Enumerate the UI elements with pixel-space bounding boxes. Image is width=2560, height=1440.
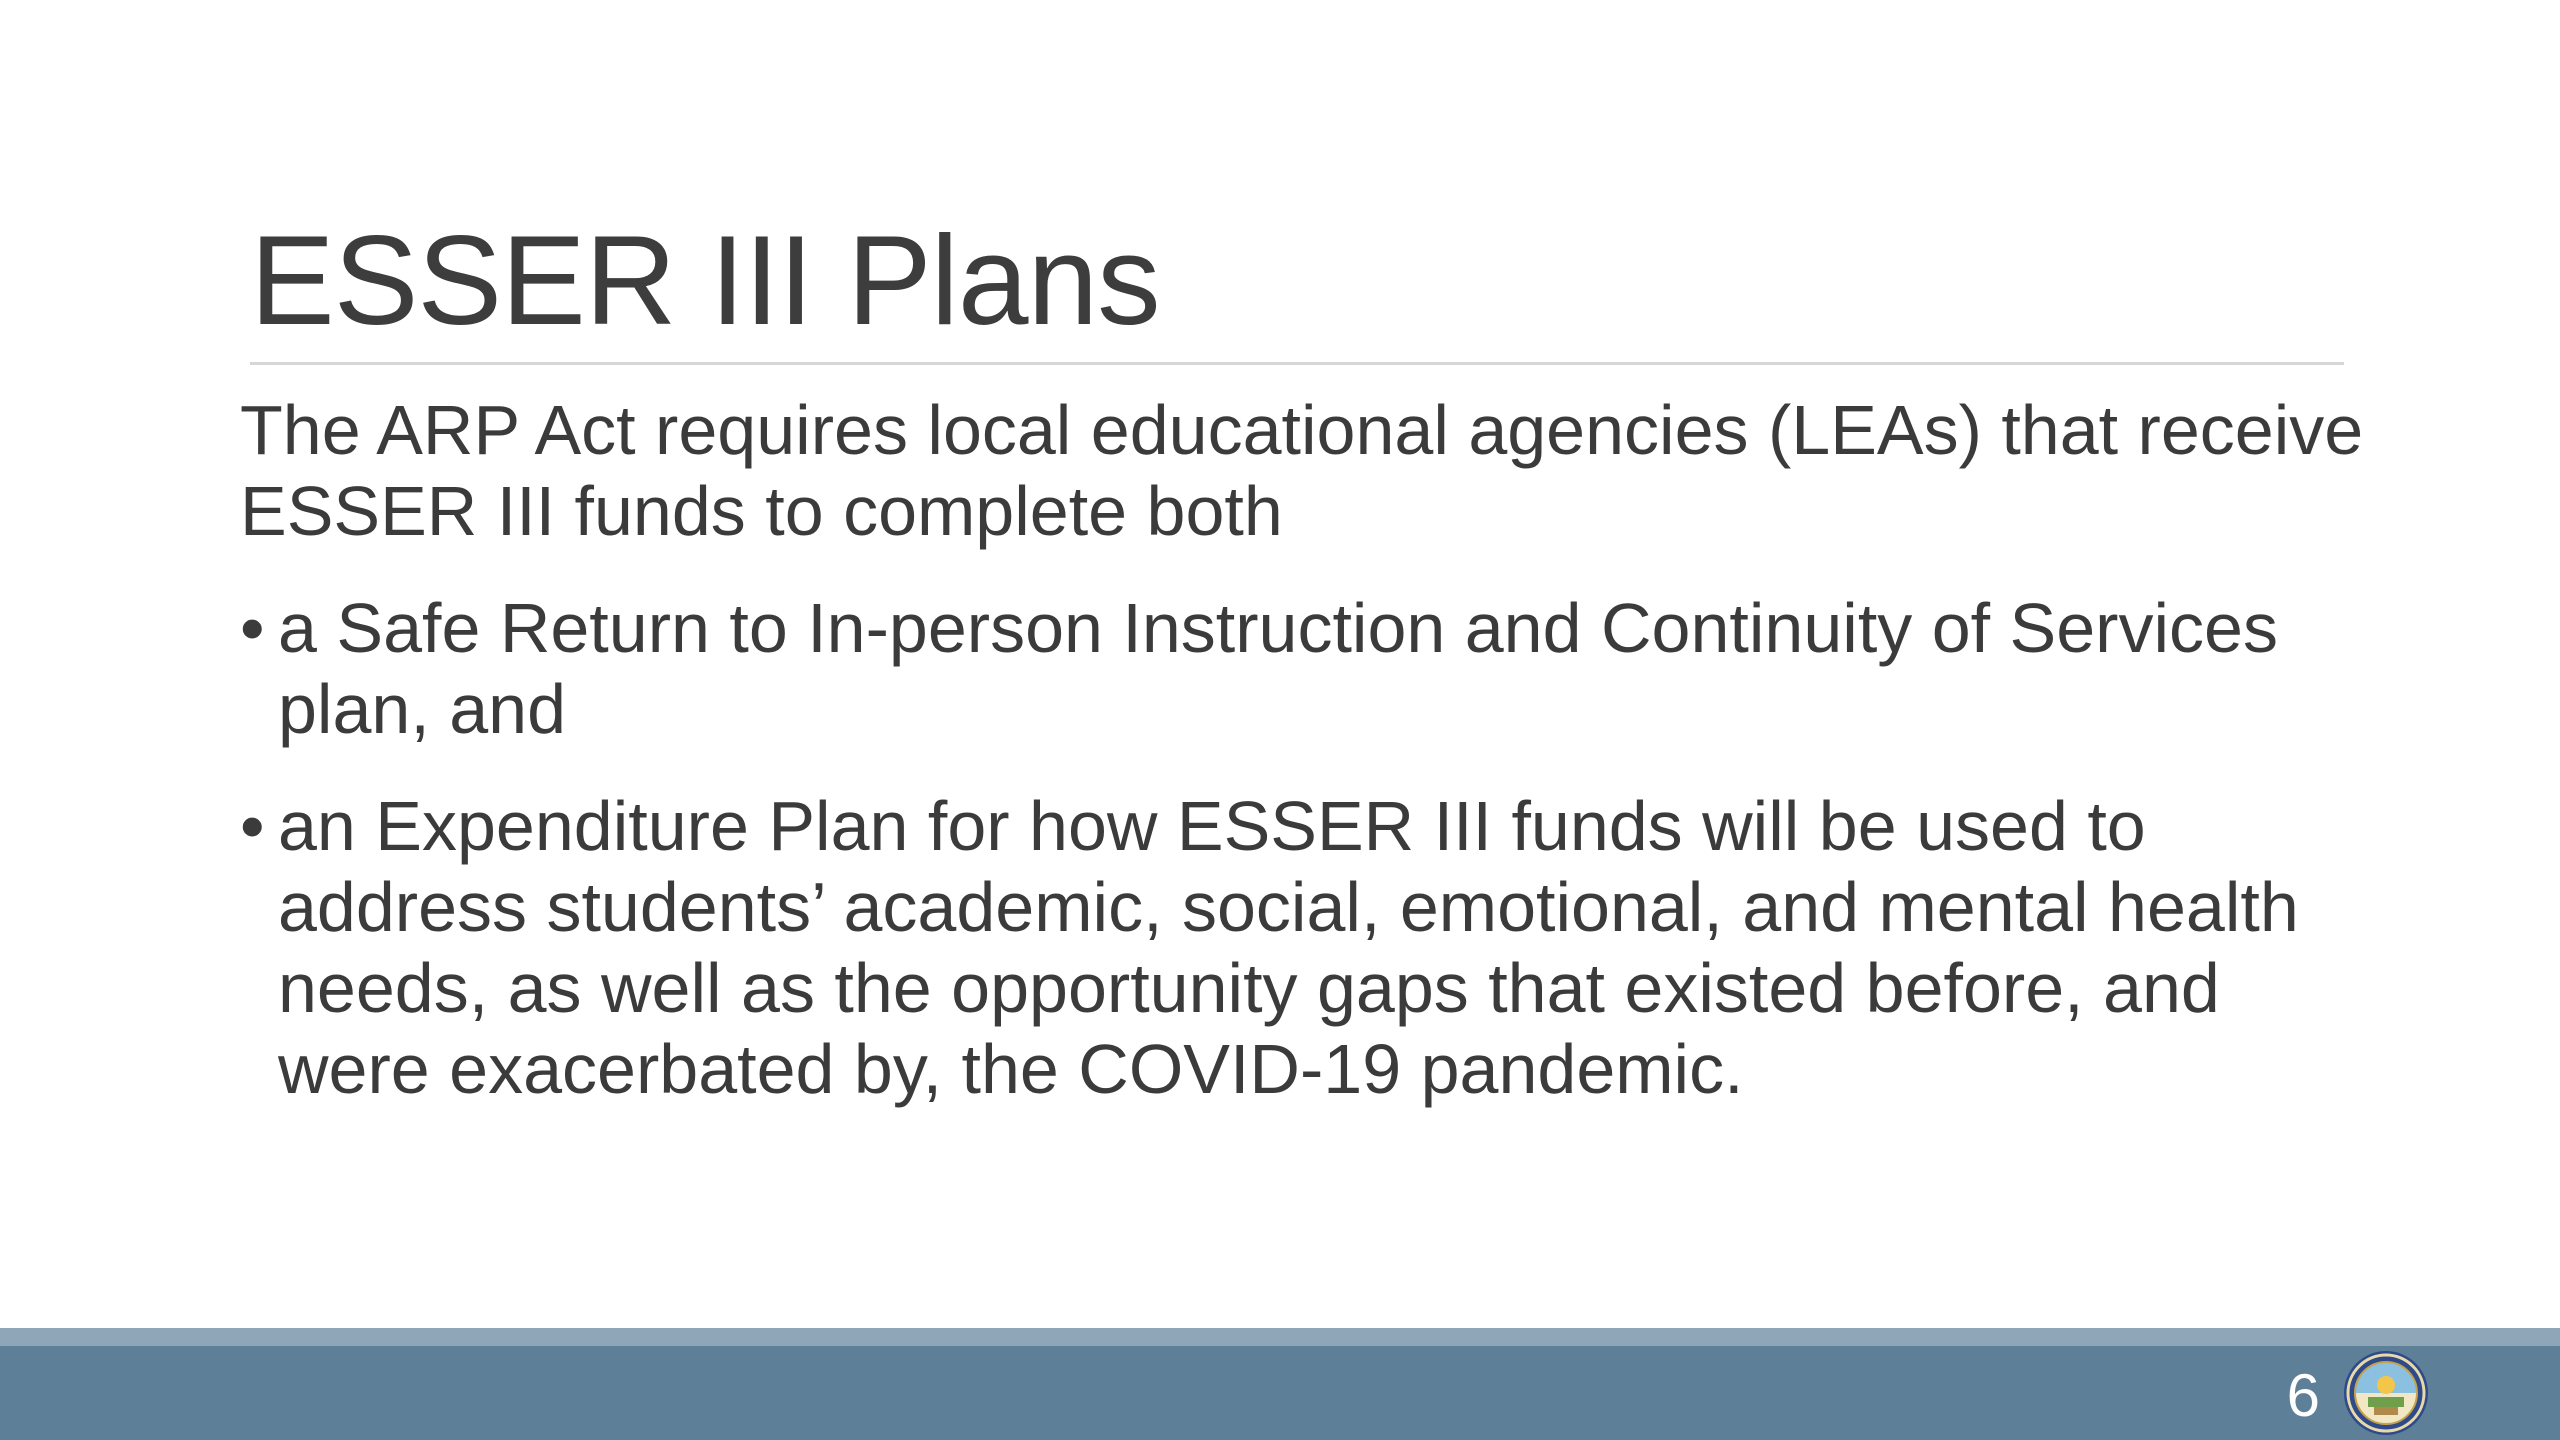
slide-body bbox=[240, 390, 2380, 1146]
footer-stripe bbox=[0, 1328, 2560, 1346]
bullet-item bbox=[240, 588, 2380, 750]
slide-title: ESSER III Plans bbox=[250, 209, 1160, 351]
bullet-list bbox=[240, 588, 2380, 1110]
bullet-dot: • bbox=[240, 787, 265, 865]
intro-paragraph: The ARP Act requires local educational agencies (LEAs) that receive ESSER III funds to complete both bbox=[240, 391, 2364, 550]
footer-bar bbox=[0, 1346, 2560, 1440]
bullet-dot: • bbox=[240, 589, 265, 667]
bullet-text: an Expenditure Plan for how ESSER III funds will be used to address students’ academic, social, emotional, and mental health needs, as well as the opportunity gaps that existed before, and were exacerbated by, the COVID-19 pandemic. bbox=[278, 787, 2299, 1108]
state-seal-icon bbox=[2342, 1349, 2430, 1437]
page-number: 6 bbox=[2286, 1362, 2320, 1429]
title-divider bbox=[250, 362, 2344, 365]
bullet-item bbox=[240, 786, 2380, 1110]
bullet-text: a Safe Return to In-person Instruction and Continuity of Services plan, and bbox=[278, 589, 2278, 748]
